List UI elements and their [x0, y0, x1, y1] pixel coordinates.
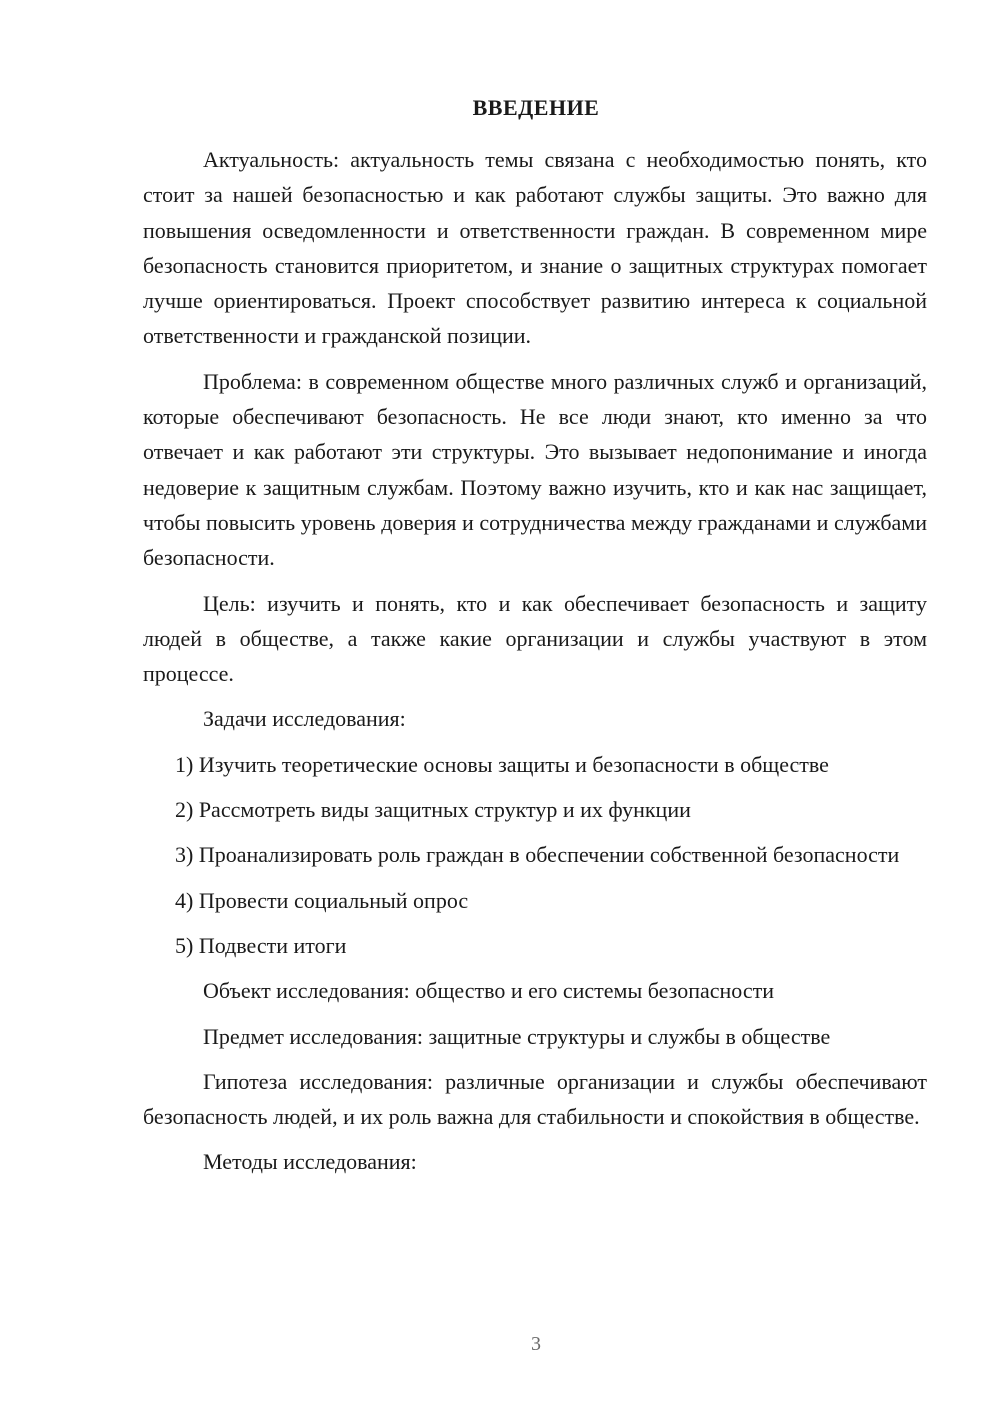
document-body: [143, 142, 927, 1190]
task-item: 3) Проанализировать роль граждан в обеспечении собственной безопасности: [175, 842, 900, 868]
paragraph-relevance: Актуальность: актуальность темы связана с необходимостью понять, кто стоит за нашей безопасностью и как работают службы защиты. Это важно для повышения осведомленности и ответственности граждан. В современном мире безопасность становится приоритетом, и знание о защитных структурах помогает лучше ориентироваться. Проект способствует развитию интереса к социальной ответственности и гражданской позиции.: [143, 147, 927, 349]
task-item: 1) Изучить теоретические основы защиты и безопасности в обществе: [175, 751, 829, 777]
methods-heading: Методы исследования:: [203, 1149, 417, 1175]
research-object: Объект исследования: общество и его системы безопасности: [203, 978, 775, 1004]
paragraph-goal: Цель: изучить и понять, кто и как обеспечивает безопасность и защиту людей в обществе, а также какие организации и службы участвуют в этом процессе.: [143, 590, 927, 687]
page-title: ВВЕДЕНИЕ: [472, 95, 600, 120]
task-item: 4) Провести социальный опрос: [175, 887, 469, 913]
research-subject: Предмет исследования: защитные структуры и службы в обществе: [203, 1023, 831, 1049]
paragraph-problem: Проблема: в современном обществе много различных служб и организаций, которые обеспечивают безопасность. Не все люди знают, кто именно за что отвечает и как работают эти структуры. Это вызывает недопонимание и иногда недоверие к защитным службам. Поэтому важно изучить, кто и как нас защищает, чтобы повысить уровень доверия и сотрудничества между гражданами и службами безопасности.: [143, 368, 927, 571]
task-item: 5) Подвести итоги: [175, 932, 347, 958]
page-number: 3: [531, 1333, 541, 1355]
tasks-heading: Задачи исследования:: [203, 706, 406, 732]
research-hypothesis: Гипотеза исследования: различные организации и службы обеспечивают безопасность людей, и их роль важна для стабильности и спокойствия в обществе.: [143, 1068, 927, 1130]
task-item: 2) Рассмотреть виды защитных структур и их функции: [175, 797, 691, 823]
